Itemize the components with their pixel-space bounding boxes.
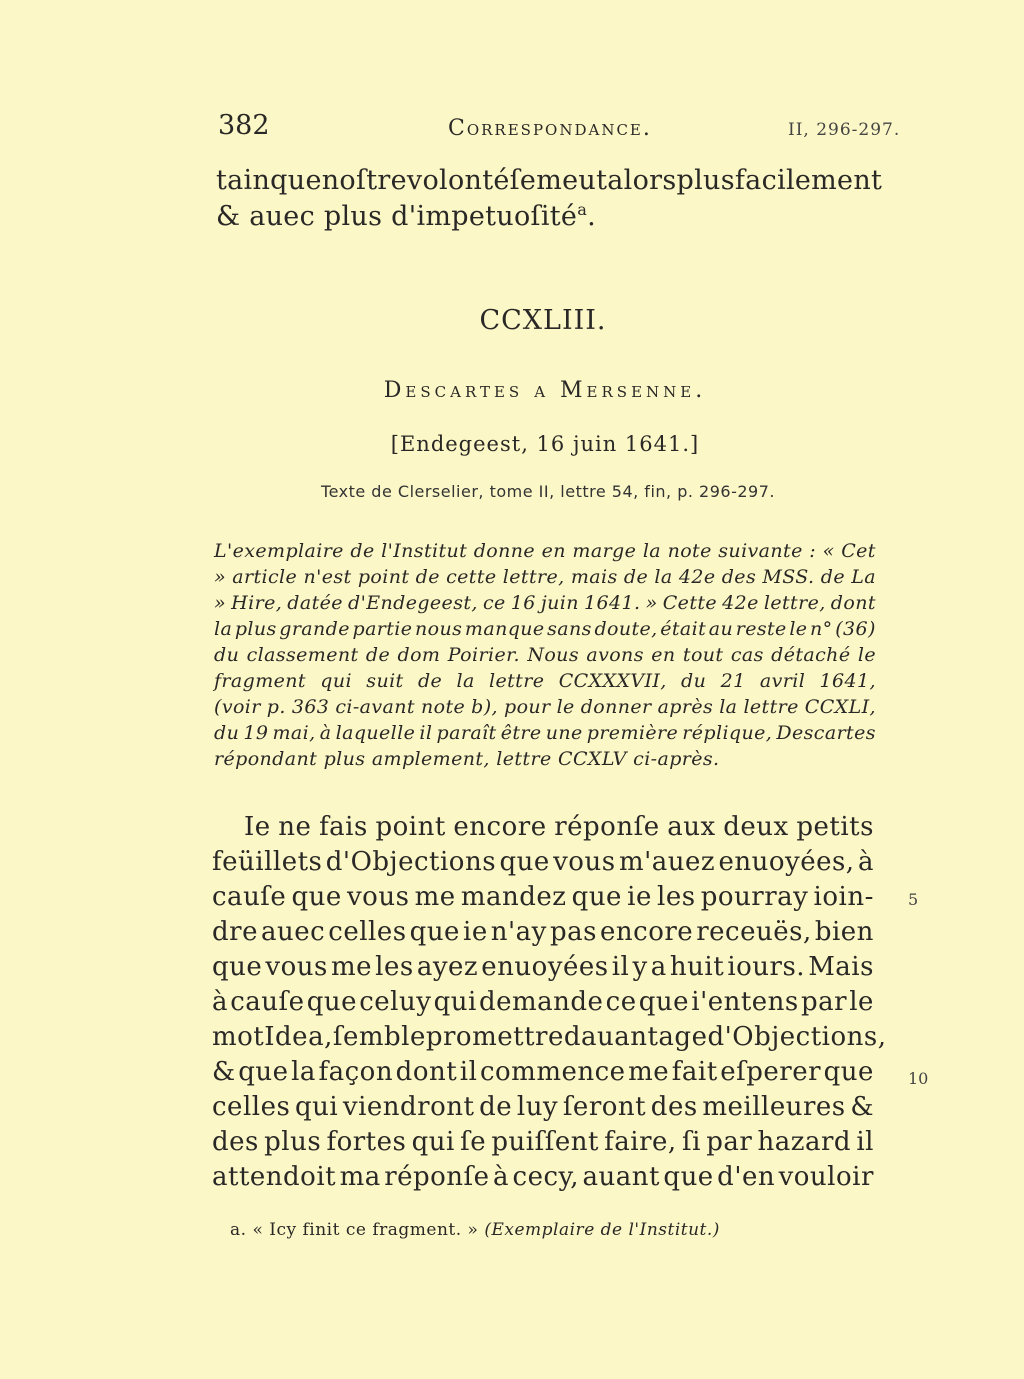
footnote-marker: a	[577, 200, 588, 219]
editor-note-line: du 19 mai, à laquelle il paraît être une première réplique, Descartes	[214, 722, 876, 744]
continuation-line-2-end: .	[587, 201, 597, 232]
letter-title: Descartes a Mersenne.	[383, 378, 707, 403]
line-number-5: 5	[908, 890, 919, 909]
letter-body-line: dre auec celles que ie n'ay pas encore receuës, bien	[212, 917, 874, 947]
letter-body-line: Ie ne fais point encore réponſe aux deux petits	[244, 812, 874, 842]
running-title: Correspondance.	[448, 116, 652, 141]
letter-body-line: & que la façon dont il commence me fait eſperer que	[212, 1057, 874, 1087]
footnote-source: (Exemplaire de l'Institut.)	[484, 1220, 720, 1240]
continuation-line-1-text: tain que noſtre volonté ſe meut alors plus facilement	[216, 165, 883, 196]
editor-note-line: la plus grande partie nous manque sans doute, était au reste le n° (36)	[214, 618, 876, 640]
footnote-label: a.	[230, 1220, 247, 1240]
editor-note-line: » article n'est point de cette lettre, mais de la 42e des MSS. de La	[214, 566, 876, 588]
line-number-10: 10	[908, 1069, 929, 1088]
letter-body-line: cauſe que vous me mandez que ie les pourray ioin-	[212, 882, 874, 912]
editor-note-line: du classement de dom Poirier. Nous avons en tout cas détaché le	[214, 644, 876, 666]
footnote	[230, 1220, 720, 1240]
editor-note-line: répondant plus amplement, lettre CCXLV ci-après.	[214, 748, 720, 770]
continuation-line-2-text: & auec plus d'impetuoſité	[216, 201, 578, 232]
letter-body-line: mot Idea, ſemble promettre dauantage d'Objections,	[212, 1022, 887, 1052]
letter-body-line: celles qui viendront de luy ſeront des meilleures &	[212, 1092, 874, 1122]
continuation-line-2	[216, 200, 596, 232]
continuation-line-1	[216, 165, 883, 196]
editor-note-line: » Hire, datée d'Endegeest, ce 16 juin 1641. » Cette 42e lettre, dont	[214, 592, 876, 614]
letter-body-line: attendoit ma réponſe à cecy, auant que d'en vouloir	[212, 1162, 874, 1192]
letter-body-line: à cauſe que celuy qui demande ce que i'entens par le	[212, 987, 874, 1017]
editor-note-line: L'exemplaire de l'Institut donne en marge la note suivante : « Cet	[214, 540, 876, 562]
page-number: 382	[218, 110, 270, 141]
editor-note-line: (voir p. 363 ci-avant note b), pour le donner après la lettre CCXLI,	[214, 696, 876, 718]
letter-body-line: des plus fortes qui ſe puiſſent faire, ſi par hazard il	[212, 1127, 874, 1157]
editor-note-line: fragment qui suit de la lettre CCXXXVII, du 21 avril 1641,	[214, 670, 876, 692]
letter-body-line: que vous me les ayez enuoyées il y a huit iours. Mais	[212, 952, 874, 982]
letter-body-line: feüillets d'Objections que vous m'auez enuoyées, à	[212, 847, 874, 877]
footnote-quote: « Icy finit ce fragment. »	[252, 1220, 479, 1240]
letter-source: Texte de Clerselier, tome II, lettre 54, fin, p. 296-297.	[321, 482, 775, 501]
letter-number: CCXLIII.	[479, 305, 607, 336]
page-reference: II, 296-297.	[788, 120, 901, 140]
letter-place-date: [Endegeest, 16 juin 1641.]	[390, 432, 700, 456]
